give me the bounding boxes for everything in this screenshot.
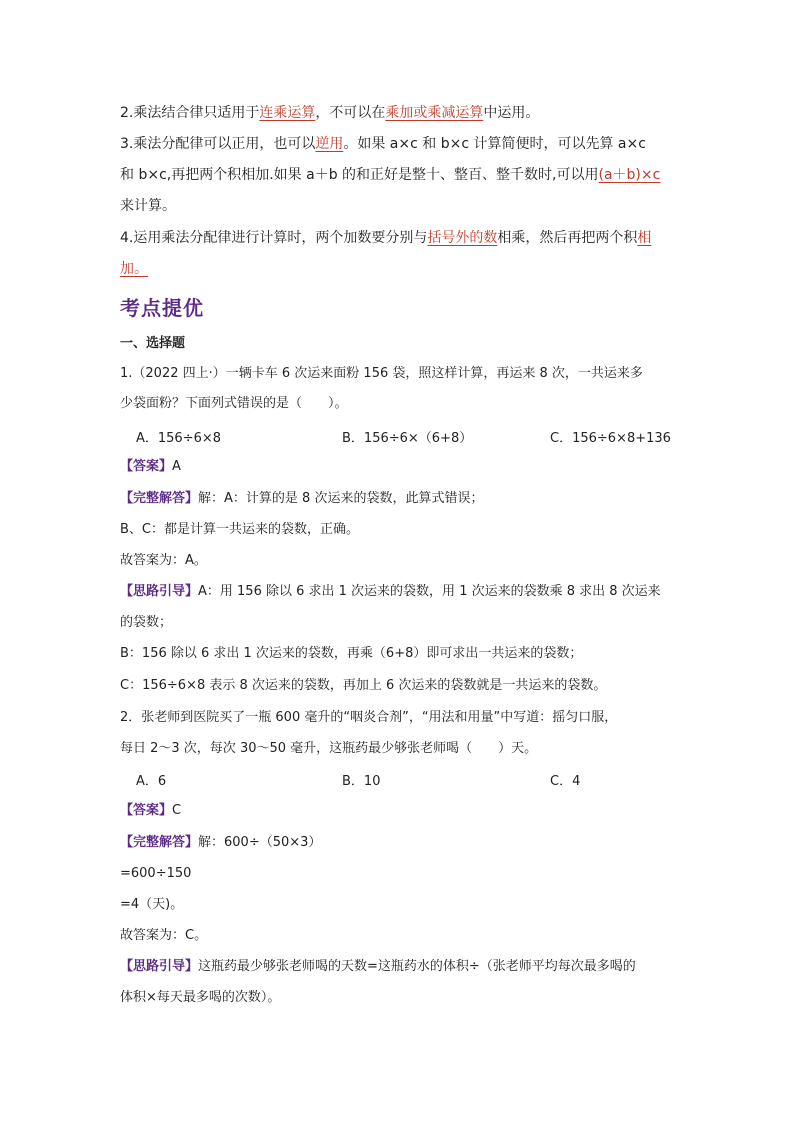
rule-3-line-2 — [120, 165, 680, 185]
q2-stem-line-1: 2．张老师到医院买了一瓶 600 毫升的“咽炎合剂”，“用法和用量”中写道：摇匀口服， — [120, 710, 618, 725]
q1-stem-line-1: 1.（2022 四上·）一辆卡车 6 次运来面粉 156 袋，照这样计算，再运来 8 次，一共运来多 — [120, 366, 643, 381]
rule-3-text-c: 。如果 a×c 和 b×c 计算简便时，可以先算 a×c — [343, 136, 646, 152]
q1-guide-line-2: 的袋数； — [120, 615, 173, 630]
q1-option-b: B．156÷6×（6+8） — [342, 431, 473, 446]
q2-option-b: B．10 — [342, 774, 381, 789]
q2-option-c: C．4 — [550, 774, 581, 789]
rule-2-text-e: 中运用。 — [483, 105, 540, 121]
q1-answer — [120, 457, 680, 477]
q1-solution-line-3: 故答案为：A。 — [120, 553, 207, 568]
rule-4-text-a: 4.运用乘法分配律进行计算时，两个加数要分别与 — [120, 230, 428, 246]
q1-option-a: A．156÷6×8 — [136, 431, 222, 446]
rule-4-highlight-2: 相 — [637, 230, 652, 246]
q2-guide-line-2: 体积×每天最多喝的次数）。 — [120, 990, 281, 1005]
rule-4-highlight-3: 加。 — [120, 261, 148, 277]
rule-4-line-2 — [120, 259, 680, 279]
q2-guide-line-1 — [120, 957, 680, 977]
q1-solution-line-2: B、C：都是计算一共运来的袋数，正确。 — [120, 522, 359, 537]
rule-2-text-c: ，不可以在 — [315, 105, 386, 121]
q1-solution-text-1: 解：A：计算的是 8 次运来的袋数，此算式错误； — [198, 491, 484, 506]
q2-guide-text-1: 这瓶药最少够张老师喝的天数=这瓶药水的体积÷（张老师平均每次最多喝的 — [198, 959, 636, 974]
q1-solution-tag: 【完整解答】 — [120, 491, 199, 506]
q2-guide-tag: 【思路引导】 — [120, 959, 199, 974]
q1-solution-line-1 — [120, 489, 680, 509]
q2-solution-line-4: 故答案为：C。 — [120, 928, 208, 943]
q2-solution-line-1 — [120, 833, 680, 853]
rule-3-text-d: 和 b×c,再把两个积相加.如果 a＋b 的和正好是整十、整百、整千数时,可以用 — [120, 167, 599, 183]
section-label: 一、选择题 — [120, 336, 186, 351]
rule-4-highlight-1: 括号外的数 — [427, 230, 498, 246]
q2-solution-line-3: =4（天)。 — [120, 897, 184, 912]
q1-guide-line-3: B：156 除以 6 求出 1 次运来的袋数，再乘（6+8）即可求出一共运来的袋数； — [120, 646, 583, 661]
rule-4-text-c: 相乘，然后再把两个积 — [497, 230, 638, 246]
q2-solution-text-1: 解：600÷（50×3） — [198, 835, 322, 850]
section-heading: 考点提优 — [120, 296, 204, 320]
rule-4-line-1 — [120, 228, 680, 248]
q1-guide-line-1 — [120, 582, 680, 602]
q2-option-a: A．6 — [136, 774, 167, 789]
q1-stem-line-2: 少袋面粉？下面列式错误的是（ ）。 — [120, 396, 348, 411]
q1-option-c: C．156÷6×8+136 — [550, 431, 671, 446]
rule-3-text-f: 来计算。 — [120, 198, 176, 214]
rule-3-line-1 — [120, 134, 680, 154]
rule-2 — [120, 103, 680, 123]
q2-solution-tag: 【完整解答】 — [120, 835, 199, 850]
q2-stem-line-2: 每日 2～3 次，每次 30～50 毫升，这瓶药最少够张老师喝（ ）天。 — [120, 741, 538, 756]
q2-solution-line-2: =600÷150 — [120, 866, 192, 881]
rule-3-highlight-2: (a＋b)×c — [598, 167, 661, 183]
rule-2-highlight-2: 乘加或乘减运算 — [385, 105, 484, 121]
q2-answer — [120, 801, 680, 821]
q1-answer-tag: 【答案】 — [120, 459, 173, 474]
q2-answer-tag: 【答案】 — [120, 803, 173, 818]
rule-3-highlight-1: 逆用 — [315, 136, 344, 152]
q1-guide-text-1: A：用 156 除以 6 求出 1 次运来的袋数，用 1 次运来的袋数乘 8 求出 8 次运来 — [198, 584, 661, 599]
rule-2-highlight-1: 连乘运算 — [259, 105, 316, 121]
q1-answer-value: A — [172, 459, 181, 474]
rule-2-text-a: 2.乘法结合律只适用于 — [120, 105, 260, 121]
rule-3-line-3 — [120, 196, 680, 216]
rule-3-text-a: 3.乘法分配律可以正用，也可以 — [120, 136, 316, 152]
q2-answer-value: C — [172, 803, 182, 818]
q1-guide-tag: 【思路引导】 — [120, 584, 199, 599]
q1-guide-line-4: C：156÷6×8 表示 8 次运来的袋数，再加上 6 次运来的袋数就是一共运来的袋数。 — [120, 678, 607, 693]
